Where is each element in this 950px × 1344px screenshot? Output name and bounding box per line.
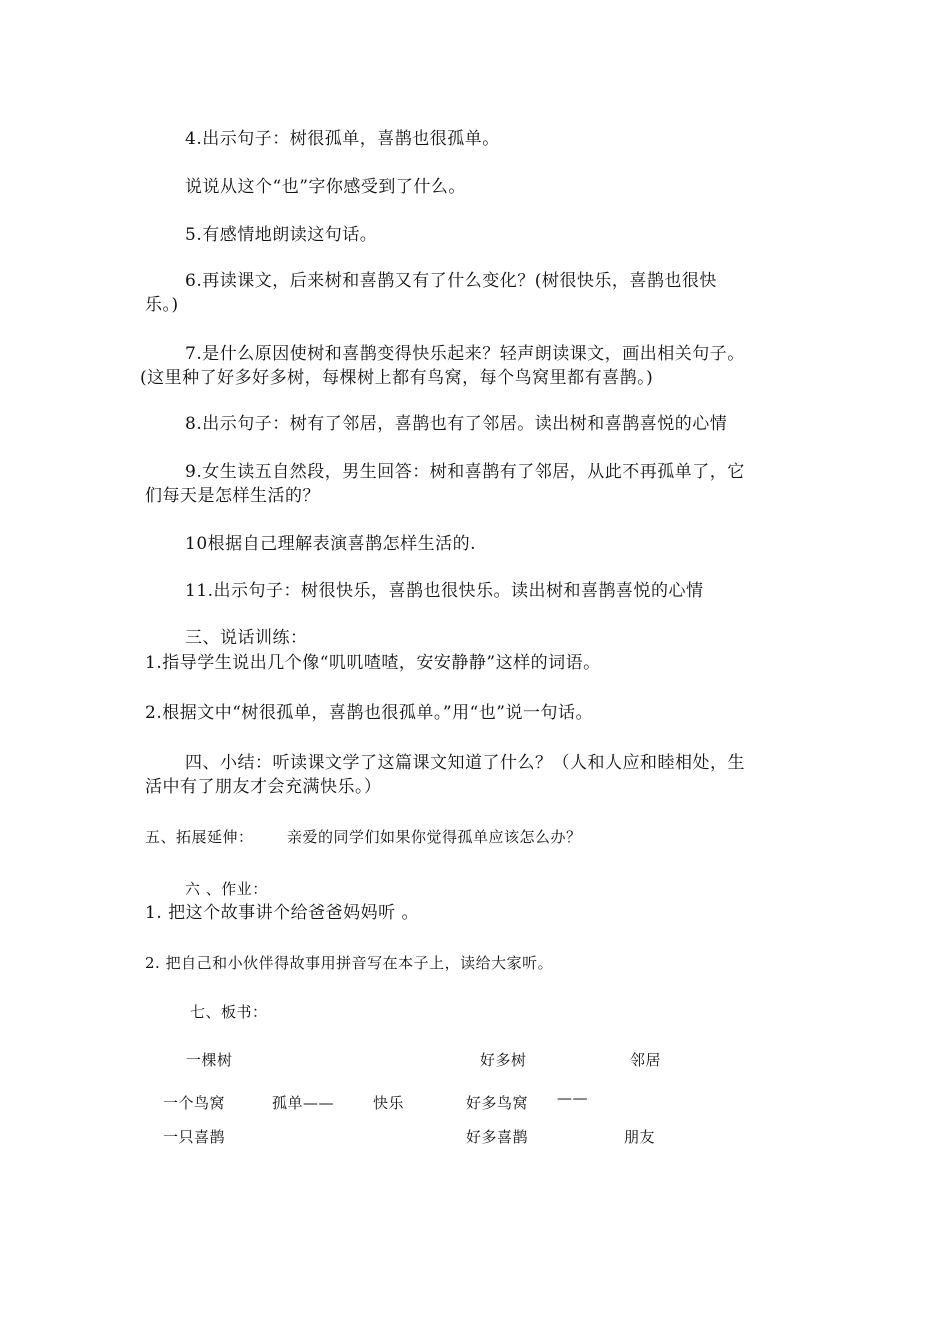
paragraph-line: 乐。) <box>145 295 179 315</box>
board-many-magpies: 好多喜鹊 <box>466 1128 529 1146</box>
paragraph-line: 四、小结：听读课文学了这篇课文知道了什么？（人和人应和睦相处，生 <box>185 753 745 773</box>
board-neighbor: 邻居 <box>630 1051 662 1069</box>
paragraph-line: 8.出示句子：树有了邻居，喜鹊也有了邻居。读出树和喜鹊喜悦的心情 <box>185 414 728 434</box>
board-dash: —— <box>557 1089 588 1107</box>
paragraph-line: 2.根据文中“树很孤单，喜鹊也很孤单。”用“也”说一句话。 <box>145 703 593 723</box>
paragraph-line: 们每天是怎样生活的？ <box>145 486 320 506</box>
paragraph-line: (这里种了好多好多树，每棵树上都有鸟窝，每个鸟窝里都有喜鹊。) <box>140 368 654 388</box>
section-heading: 五、拓展延伸： <box>145 828 254 846</box>
paragraph-line: 2. 把自己和小伙伴得故事用拼音写在本子上，读给大家听。 <box>145 954 554 972</box>
board-happy: 快乐 <box>373 1094 405 1112</box>
paragraph-line: 1. 把这个故事讲个给爸爸妈妈听 。 <box>145 903 420 923</box>
board-many-trees: 好多树 <box>480 1051 527 1069</box>
section-heading: 三、说话训练： <box>185 628 308 648</box>
paragraph-line: 4.出示句子：树很孤单，喜鹊也很孤单。 <box>185 129 500 149</box>
board-one-tree: 一棵树 <box>186 1051 233 1069</box>
board-many-nests: 好多鸟窝 <box>466 1094 529 1112</box>
paragraph-line: 活中有了朋友才会充满快乐。） <box>145 777 382 797</box>
paragraph-line: 说说从这个“也”字你感受到了什么。 <box>185 177 466 197</box>
paragraph-line: 5.有感情地朗读这句话。 <box>185 225 378 245</box>
paragraph-line: 10根据自己理解表演喜鹊怎样生活的. <box>185 534 477 554</box>
board-one-nest: 一个鸟窝 <box>163 1094 226 1112</box>
paragraph-line: 9.女生读五自然段，男生回答：树和喜鹊有了邻居，从此不再孤单了，它 <box>185 462 745 482</box>
board-one-magpie: 一只喜鹊 <box>163 1128 226 1146</box>
paragraph-line: 7.是什么原因使树和喜鹊变得快乐起来？轻声朗读课文，画出相关句子。 <box>185 344 745 364</box>
paragraph-line: 11.出示句子：树很快乐，喜鹊也很快乐。读出树和喜鹊喜悦的心情 <box>185 581 704 601</box>
paragraph-line: 亲爱的同学们如果你觉得孤单应该怎么办？ <box>287 828 582 846</box>
section-heading: 七、板书： <box>190 1003 268 1021</box>
board-friend: 朋友 <box>624 1128 656 1146</box>
paragraph-line: 6.再读课文，后来树和喜鹊又有了什么变化？(树很快乐，喜鹊也很快 <box>185 271 717 291</box>
paragraph-line: 1.指导学生说出几个像“叽叽喳喳，安安静静”这样的词语。 <box>145 653 601 673</box>
board-lonely: 孤单—— <box>272 1094 335 1112</box>
section-heading: 六 、作业： <box>185 880 268 898</box>
